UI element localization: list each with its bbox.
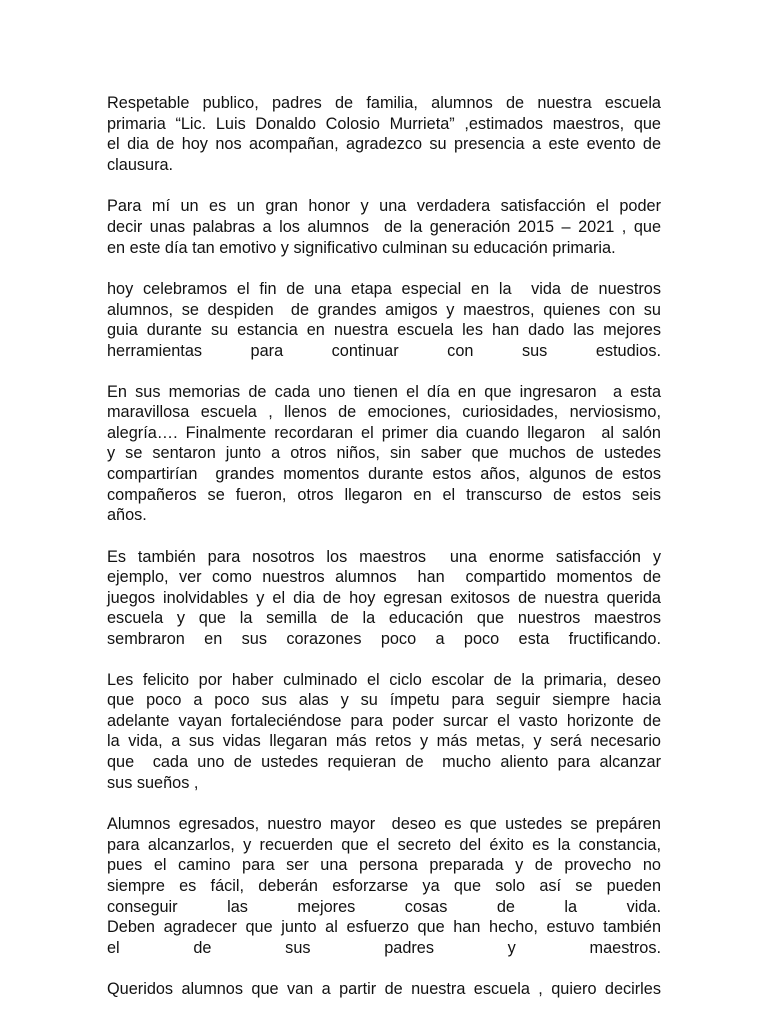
text-line: alumnos, se despiden de grandes amigos y maestros, quienes con su — [107, 300, 661, 319]
text-line: alegría…. Finalmente recordaran el primer dia cuando llegaron al salón — [107, 423, 661, 442]
text-line: la vida, a sus vidas llegaran más retos y más metas, y será necesario — [107, 732, 661, 751]
text-line: clausura. — [107, 155, 174, 174]
text-line: herramientas para continuar con sus estudios. — [107, 341, 661, 360]
paragraph-spacer — [107, 526, 661, 547]
paragraph-honor — [107, 196, 661, 258]
text-line: conseguir las mejores cosas de la vida. — [107, 897, 661, 916]
document-body — [107, 93, 661, 1000]
text-line: juegos inolvidables y el dia de hoy egresan exitosos de nuestra querida — [107, 588, 661, 607]
text-line: que cada uno de ustedes requieran de mucho aliento para alcanzar — [107, 753, 661, 772]
text-line: años. — [107, 506, 147, 525]
text-line: compañeros se fueron, otros llegaron en el transcurso de estos seis — [107, 485, 661, 504]
text-line: Deben agradecer que junto al esfuerzo que han hecho, estuvo también — [107, 918, 661, 937]
text-line: sembraron en sus corazones poco a poco esta fructificando. — [107, 630, 661, 649]
text-line: En sus memorias de cada uno tienen el día en que ingresaron a esta — [107, 382, 661, 401]
text-line: el dia de hoy nos acompañan, agradezco su presencia a este evento de — [107, 135, 661, 154]
paragraph-spacer — [107, 793, 661, 814]
paragraph-spacer — [107, 175, 661, 196]
text-line: adelante vayan fortaleciéndose para poder surcar el vasto horizonte de — [107, 711, 661, 730]
text-line: guia durante su estancia en nuestra escuela les han dado las mejores — [107, 321, 661, 340]
paragraph-greeting — [107, 93, 661, 175]
text-line: Respetable publico, padres de familia, alumnos de nuestra escuela — [107, 94, 661, 112]
text-line: decir unas palabras a los alumnos de la generación 2015 – 2021 , que — [107, 217, 661, 236]
text-line: hoy celebramos el fin de una etapa especial en la vida de nuestros — [107, 280, 661, 299]
paragraph-teachers — [107, 547, 661, 650]
text-line: maravillosa escuela , llenos de emociones, curiosidades, nerviosismo, — [107, 403, 661, 422]
paragraph-memories — [107, 382, 661, 526]
paragraph-celebration — [107, 279, 661, 361]
text-line: pues el camino para ser una persona preparada y de provecho no — [107, 856, 661, 875]
paragraph-graduates — [107, 814, 661, 958]
paragraph-spacer — [107, 258, 661, 279]
text-line: escuela y que la semilla de la educación que nuestros maestros — [107, 609, 661, 628]
paragraph-spacer — [107, 362, 661, 382]
text-line: compartirían grandes momentos durante estos años, algunos de estos — [107, 464, 661, 483]
text-line: el de sus padres y maestros. — [107, 938, 661, 957]
text-line: Queridos alumnos que van a partir de nuestra escuela , quiero decirles — [107, 980, 661, 999]
text-line: Alumnos egresados, nuestro mayor deseo es que ustedes se prepáren — [107, 815, 661, 834]
text-line: siempre es fácil, deberán esforzarse ya que solo así se pueden — [107, 877, 661, 895]
text-line: y se sentaron junto a otros niños, sin saber que muchos de ustedes — [107, 444, 661, 463]
text-line: ejemplo, ver como nuestros alumnos han compartido momentos de — [107, 568, 661, 587]
text-line: Para mí un es un gran honor y una verdadera satisfacción el poder — [107, 197, 661, 216]
text-line: en este día tan emotivo y significativo culminan su educación primaria. — [107, 238, 616, 257]
text-line: Es también para nosotros los maestros una enorme satisfacción y — [107, 547, 661, 566]
paragraph-farewell — [107, 979, 661, 1000]
text-line: Les felicito por haber culminado el ciclo escolar de la primaria, deseo — [107, 670, 661, 689]
text-line: para alcanzarlos, y recuerden que el secreto del éxito es la constancia, — [107, 835, 661, 854]
paragraph-congratulations — [107, 670, 661, 794]
text-line: que poco a poco sus alas y su ímpetu para seguir siempre hacia — [107, 691, 661, 710]
paragraph-spacer — [107, 650, 661, 670]
text-line: sus sueños , — [107, 773, 199, 792]
text-line: primaria “Lic. Luis Donaldo Colosio Murrieta” ,estimados maestros, que — [107, 114, 661, 133]
paragraph-spacer — [107, 958, 661, 979]
